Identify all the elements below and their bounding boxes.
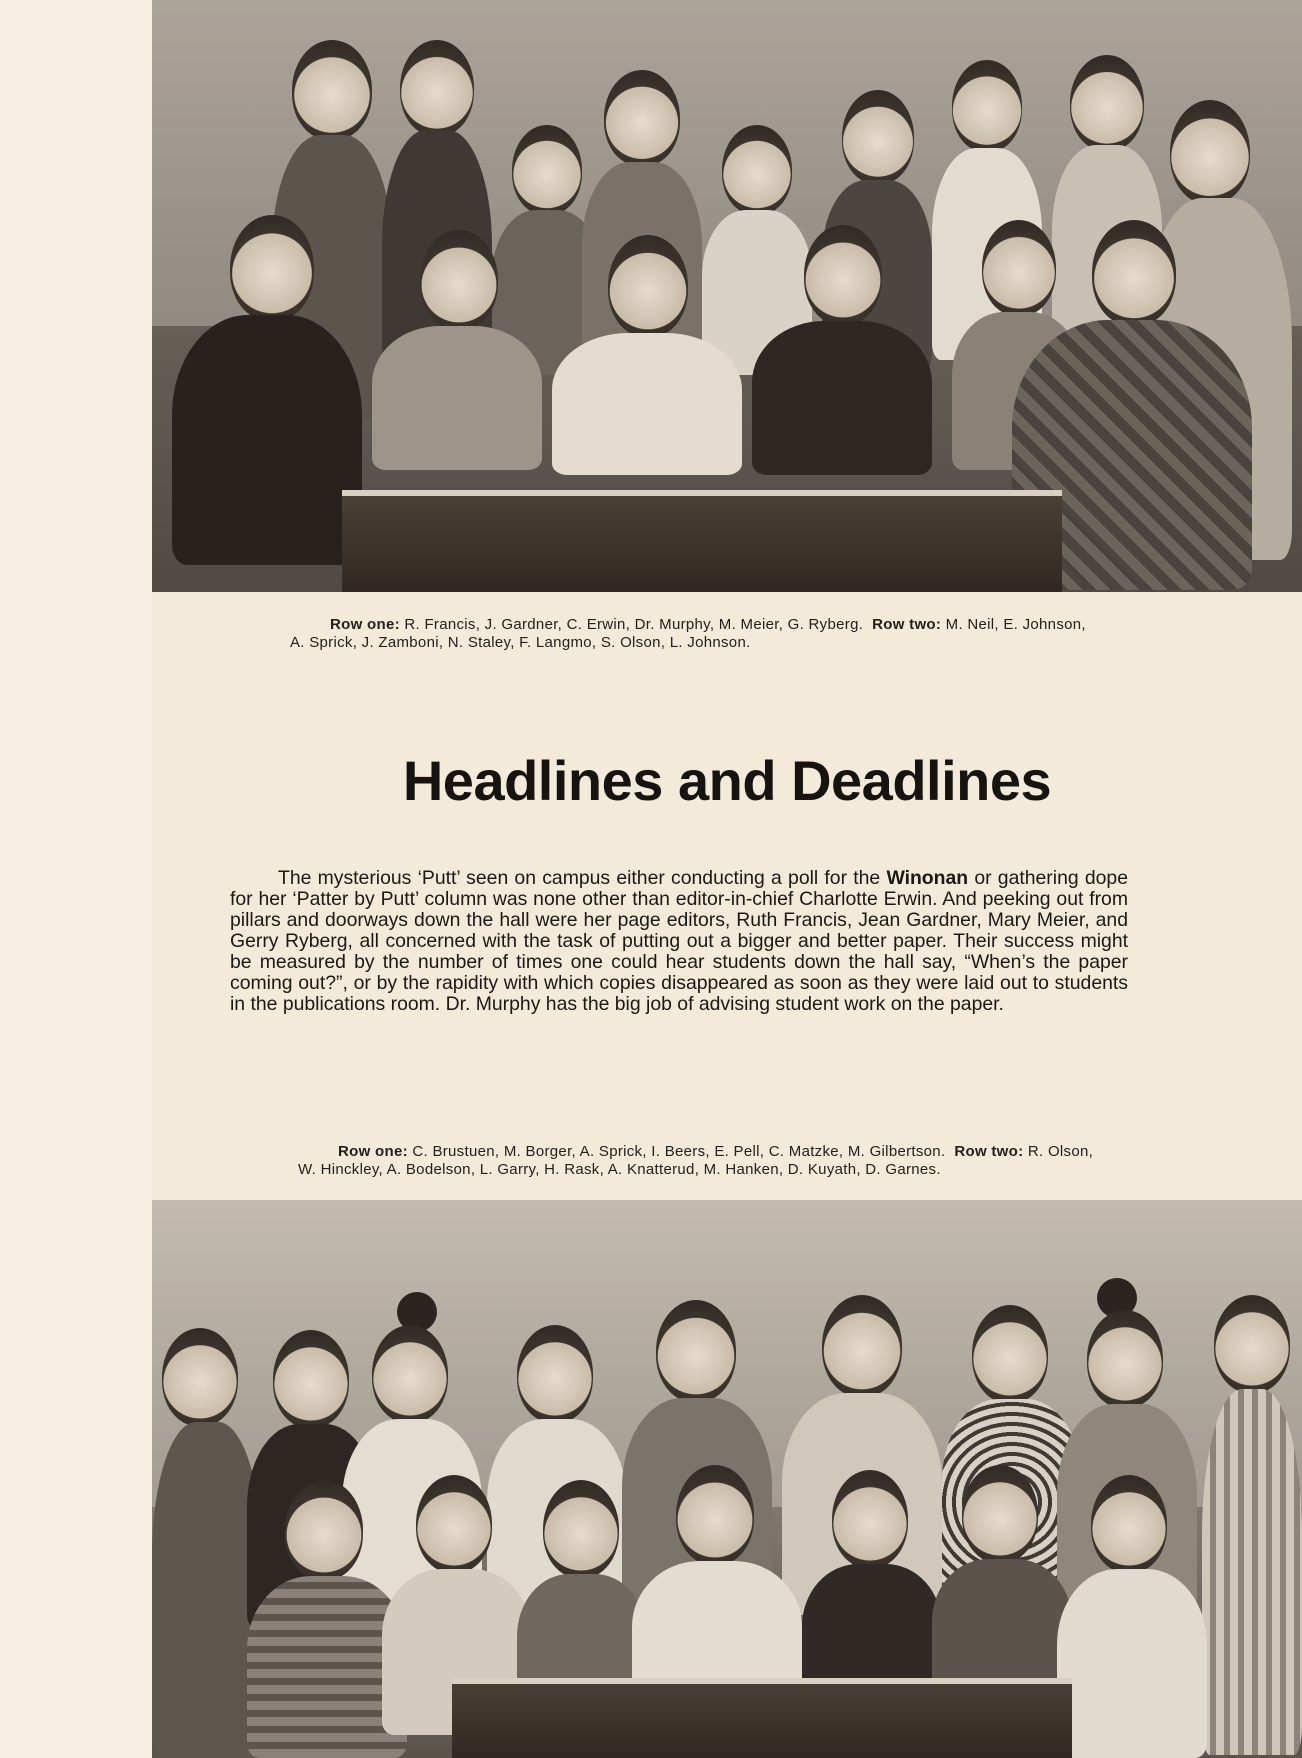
person (1202, 1295, 1302, 1755)
row-one-names: R. Francis, J. Gardner, C. Erwin, Dr. Murphy, M. Meier, G. Ryberg. (404, 616, 864, 633)
bottom-group-photo (152, 1200, 1302, 1758)
top-photo-caption (290, 616, 1190, 652)
row-one-label: Row one: (338, 1143, 408, 1160)
article-text-part1: The mysterious ‘Putt’ seen on campus either conducting a poll for the (278, 867, 887, 889)
caption-line-2: W. Hinckley, A. Bodelson, L. Garry, H. Rask, A. Knatterud, M. Hanken, D. Kuyath, D. Garnes. (298, 1161, 941, 1178)
person (1057, 1475, 1207, 1758)
bottom-photo-caption (298, 1143, 1198, 1179)
article-text-part2: or gathering dope for her ‘Patter by Putt’ column was none other than editor-in-chief Charlotte Erwin. And peeking out from pillars and doorways down the hall were her page editors, Ruth Francis, Jean Gardner, Mary Meier, and Gerry Ryberg, all concerned with the task of putting out a bigger and better paper. Their success might be measured by the number of times one could hear students down the hall say, “When’s the paper coming out?”, or by the rapidity with which copies disappeared as soon as they were laid out to students in the publications room. Dr. Murphy has the big job of advising student work on the paper. (230, 867, 1128, 1015)
row-two-names-start: M. Neil, E. Johnson, (945, 616, 1086, 633)
table (342, 490, 1062, 592)
row-one-label: Row one: (330, 616, 400, 633)
person (372, 230, 542, 470)
row-two-names-start: R. Olson, (1027, 1143, 1094, 1160)
person (552, 235, 742, 475)
row-two-label: Row two: (954, 1143, 1024, 1160)
caption-line-1 (290, 616, 1190, 634)
page-headline: Headlines and Deadlines (402, 749, 1052, 812)
caption-line-1 (298, 1143, 1198, 1161)
person (152, 1328, 262, 1758)
person (172, 215, 362, 565)
top-group-photo (152, 0, 1302, 592)
person (752, 225, 932, 475)
caption-line-2: A. Sprick, J. Zamboni, N. Staley, F. Langmo, S. Olson, L. Johnson. (290, 634, 751, 651)
article-paragraph (230, 868, 1128, 1015)
publication-name: Winonan (886, 867, 969, 889)
table (452, 1678, 1072, 1758)
row-one-names: C. Brustuen, M. Borger, A. Sprick, I. Beers, E. Pell, C. Matzke, M. Gilbertson. (412, 1143, 946, 1160)
row-two-label: Row two: (872, 616, 942, 633)
page-margin (0, 0, 152, 1758)
